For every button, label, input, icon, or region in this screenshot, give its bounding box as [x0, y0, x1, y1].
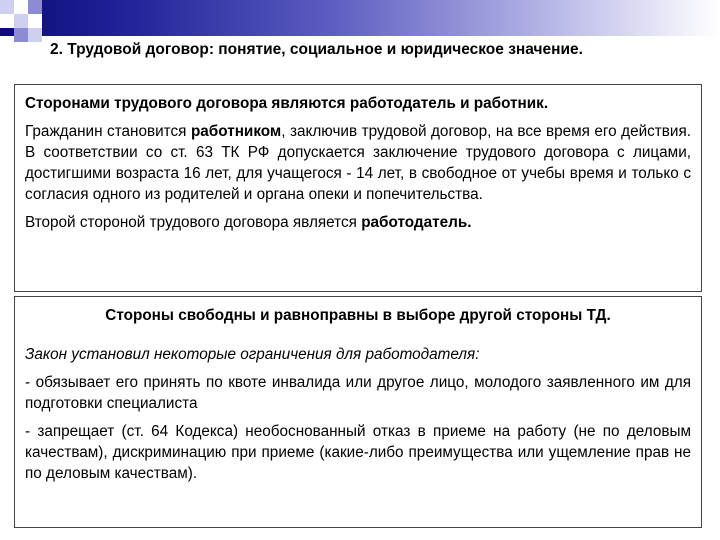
- restriction-item-quota: - обязывает его принять по квоте инвалида или другое лицо, молодого заявленного им для подготовки специалиста: [25, 374, 691, 412]
- square-decoration: [28, 14, 42, 28]
- freedom-box: [14, 296, 702, 528]
- restriction-item-refusal: - запрещает (ст. 64 Кодекса) необоснованный отказ в приеме на работу (не по деловым качествам), дискриминацию при приеме (какие-либо преимущества или ущемление прав не по деловым качествам).: [25, 423, 691, 482]
- employer-paragraph: [25, 212, 691, 233]
- square-decoration: [0, 0, 14, 14]
- worker-text-rest: , заключив трудовой договор, на все время его действия. В соответствии со ст. 63 ТК РФ допускается заключение трудового договора с лицами, достигшими возраста 16 лет, для учащегося - 14 лет, в свободное от учебы время и только с согласия одного из родителей и органа опеки и попечительства.: [25, 123, 692, 203]
- freedom-heading: Стороны свободны и равноправны в выборе другой стороны ТД.: [105, 307, 611, 324]
- employer-term: работодатель.: [361, 214, 472, 231]
- square-decoration: [28, 28, 42, 42]
- square-decoration: [14, 0, 28, 14]
- page-title: 2. Трудовой договор: понятие, социальное и юридическое значение.: [50, 41, 583, 58]
- square-decoration: [28, 0, 42, 14]
- employer-text-start: Второй стороной трудового договора является: [25, 214, 362, 231]
- worker-text-start: Гражданин становится: [25, 123, 191, 140]
- restrictions-intro: Закон установил некоторые ограничения для работодателя:: [25, 346, 480, 363]
- header-gradient-band: [0, 0, 720, 36]
- square-decoration: [14, 28, 28, 42]
- square-decoration: [0, 14, 14, 28]
- parties-heading: Сторонами трудового договора являются работодатель и работник.: [25, 95, 549, 112]
- worker-term: работником: [190, 123, 282, 140]
- square-decoration: [14, 14, 28, 28]
- parties-box: [14, 84, 702, 292]
- worker-paragraph: [25, 121, 691, 205]
